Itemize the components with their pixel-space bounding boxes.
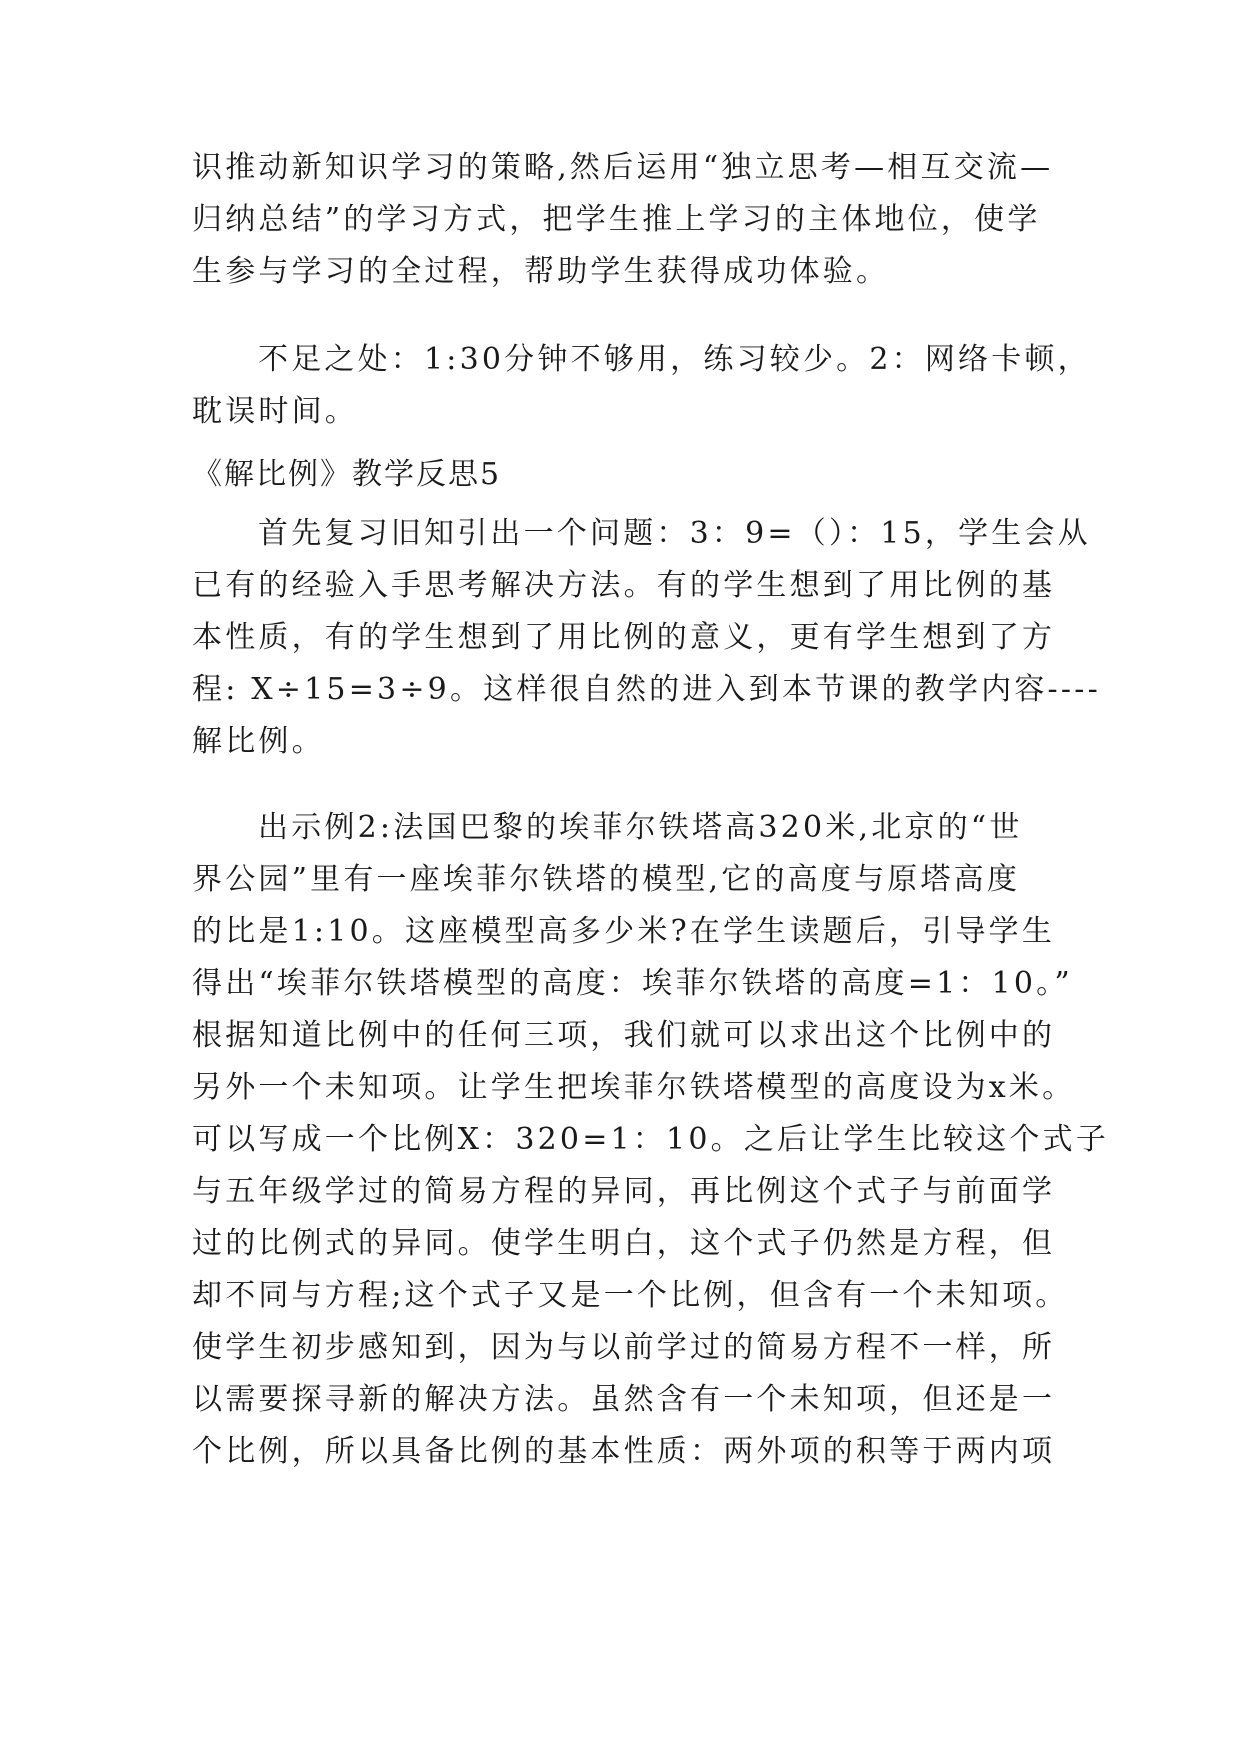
paragraph-line: 根据知道比例中的任何三项，我们就可以求出这个比例中的 [192,1018,1056,1053]
paragraph-line: 程: X÷15=3÷9。这样很自然的进入到本节课的教学内容---- [192,672,1101,707]
paragraph-line: 与五年级学过的简易方程的异同，再比例这个式子与前面学 [192,1174,1056,1209]
paragraph-line: 过的比例式的异同。使学生明白，这个式子仍然是方程，但 [192,1226,1056,1261]
paragraph-line: 首先复习旧知引出一个问题：3：9=（）：15，学生会从 [258,516,1091,551]
section-heading: 《解比例》教学反思5 [192,457,502,492]
paragraph-line: 使学生初步感知到，因为与以前学过的简易方程不一样，所 [192,1330,1056,1365]
paragraph-line: 本性质，有的学生想到了用比例的意义，更有学生想到了方 [192,620,1056,655]
paragraph-line: 解比例。 [192,724,325,759]
paragraph-line: 另外一个未知项。让学生把埃菲尔铁塔模型的高度设为x米。 [192,1070,1076,1105]
paragraph-line: 归纳总结”的学习方式，把学生推上学习的主体地位，使学 [192,202,1041,237]
paragraph-line: 个比例，所以具备比例的基本性质：两外项的积等于两内项 [192,1434,1056,1469]
paragraph-line: 可以写成一个比例X：320=1：10。之后让学生比较这个式子 [192,1122,1110,1157]
paragraph-line: 以需要探寻新的解决方法。虽然含有一个未知项，但还是一 [192,1382,1056,1417]
paragraph-line: 不足之处：1:30分钟不够用，练习较少。2：网络卡顿， [258,342,1091,377]
paragraph-line: 已有的经验入手思考解决方法。有的学生想到了用比例的基 [192,568,1056,603]
paragraph-line: 得出“埃菲尔铁塔模型的高度：埃菲尔铁塔的高度=1：10。” [192,966,1073,1001]
paragraph-line: 识推动新知识学习的策略,然后运用“独立思考—相互交流— [192,150,1054,185]
paragraph-line: 的比是1:10。这座模型高多少米?在学生读题后，引导学生 [192,914,1056,949]
paragraph-line: 界公园”里有一座埃菲尔铁塔的模型,它的高度与原塔高度 [192,862,1021,897]
paragraph-line: 生参与学习的全过程，帮助学生获得成功体验。 [192,254,890,289]
paragraph-line: 耽误时间。 [192,394,358,429]
paragraph-line: 出示例2:法国巴黎的埃菲尔铁塔高320米,北京的“世 [258,810,1023,845]
paragraph-line: 却不同与方程;这个式子又是一个比例，但含有一个未知项。 [192,1278,1069,1313]
